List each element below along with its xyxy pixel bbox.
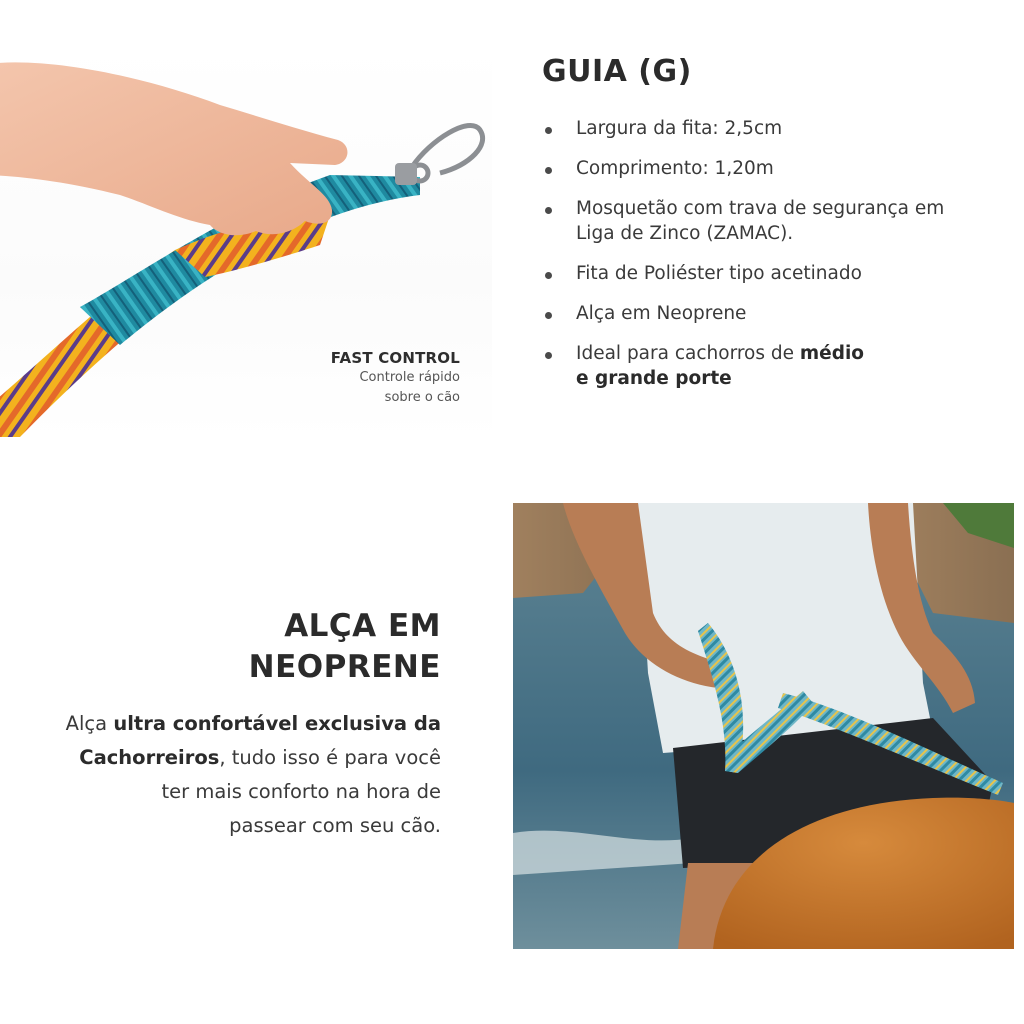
leash-handle-photo — [0, 45, 492, 440]
neoprene-text-2: , tudo isso é para você — [219, 746, 441, 769]
spec-item-size — [540, 341, 1010, 391]
neoprene-text-1: Alça — [65, 712, 114, 735]
spec-item-handle-text: Alça em Neoprene — [576, 303, 747, 324]
fast-control-title: FAST CONTROL — [330, 349, 460, 367]
spec-item-length — [540, 156, 1010, 181]
spec-title: GUIA (G) — [542, 54, 692, 89]
spec-item-clasp-text-2: Liga de Zinco (ZAMAC). — [576, 223, 794, 244]
spec-item-size-bold: médio — [799, 343, 865, 364]
neoprene-title-line2: NEOPRENE — [248, 649, 441, 685]
spec-item-length-text: Comprimento: 1,20m — [576, 158, 774, 179]
neoprene-bold-1: ultra confortável exclusiva da — [113, 712, 441, 735]
spec-item-width-text: Largura da fita: 2,5cm — [576, 118, 783, 139]
spec-item-clasp — [540, 196, 1010, 246]
neoprene-text-3: ter mais conforto na hora de — [161, 780, 441, 803]
fast-control-line2: sobre o cão — [384, 390, 460, 405]
spec-item-clasp-text: Mosquetão com trava de segurança em — [576, 198, 945, 219]
fast-control-line1: Controle rápido — [359, 370, 460, 385]
spec-item-fabric — [540, 261, 1010, 286]
neoprene-title-line1: ALÇA EM — [284, 608, 441, 644]
spec-item-size-bold-2: e grande porte — [576, 368, 732, 389]
neoprene-text-4: passear com seu cão. — [229, 814, 441, 837]
neoprene-description — [21, 707, 441, 843]
spec-item-fabric-text: Fita de Poliéster tipo acetinado — [576, 263, 862, 284]
spec-item-handle — [540, 301, 1010, 326]
spec-item-size-text: Ideal para cachorros de — [576, 343, 800, 364]
spec-list — [540, 116, 1010, 391]
beach-walk-photo — [513, 503, 1014, 949]
spec-item-width — [540, 116, 1010, 141]
fast-control-caption — [331, 348, 460, 408]
neoprene-title — [249, 606, 441, 688]
neoprene-bold-2: Cachorreiros — [79, 746, 220, 769]
